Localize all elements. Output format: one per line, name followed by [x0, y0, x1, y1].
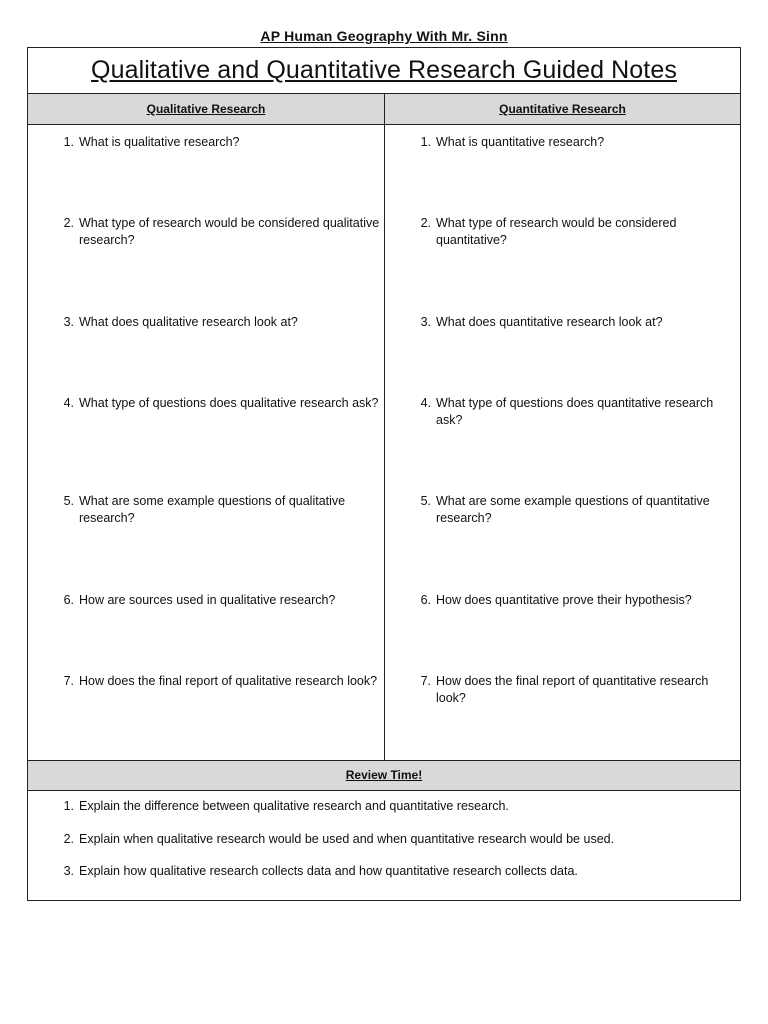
- qualitative-question: [28, 592, 384, 609]
- quantitative-question: [385, 592, 740, 609]
- question-text: Explain the difference between qualitative research and quantitative research.: [79, 799, 509, 813]
- question-number: 5.: [420, 494, 431, 508]
- qualitative-question: [28, 215, 384, 248]
- course-header: AP Human Geography With Mr. Sinn: [260, 28, 508, 44]
- quantitative-question: [385, 673, 740, 706]
- question-number: 2.: [63, 832, 74, 846]
- qualitative-question-list: [28, 125, 384, 760]
- question-number: 4.: [63, 396, 74, 410]
- title-row: [28, 48, 740, 94]
- question-number: 7.: [63, 674, 74, 688]
- question-number: 2.: [63, 216, 74, 230]
- review-heading-label: Review Time!: [345, 768, 423, 782]
- review-question: [28, 863, 740, 880]
- review-heading: [28, 760, 740, 791]
- qualitative-question: [28, 493, 384, 526]
- qualitative-question: [28, 314, 384, 331]
- question-number: 6.: [63, 593, 74, 607]
- question-text: How does the final report of quantitative research look?: [436, 674, 709, 705]
- question-text: What are some example questions of qualitative research?: [79, 494, 346, 525]
- quantitative-question: [385, 134, 740, 151]
- quantitative-question: [385, 314, 740, 331]
- question-number: 5.: [63, 494, 74, 508]
- quantitative-question-list: [385, 125, 740, 760]
- qualitative-question: [28, 395, 384, 412]
- question-number: 3.: [420, 315, 431, 329]
- qualitative-heading: Qualitative Research: [146, 102, 266, 116]
- qualitative-question: [28, 673, 384, 690]
- question-number: 1.: [420, 135, 431, 149]
- quantitative-heading: Quantitative Research: [499, 102, 626, 116]
- question-number: 3.: [63, 864, 74, 878]
- quantitative-question: [385, 215, 740, 248]
- question-number: 2.: [420, 216, 431, 230]
- question-number: 3.: [63, 315, 74, 329]
- question-number: 1.: [63, 135, 74, 149]
- question-text: What does qualitative research look at?: [79, 315, 298, 329]
- question-text: What is quantitative research?: [436, 135, 605, 149]
- page-title: Qualitative and Quantitative Research Guided Notes: [91, 56, 677, 84]
- question-number: 6.: [420, 593, 431, 607]
- review-question: [28, 798, 740, 815]
- question-text: What type of questions does quantitative research ask?: [436, 396, 714, 427]
- question-text: What type of research would be considered quantitative?: [436, 216, 677, 247]
- quantitative-question: [385, 395, 740, 428]
- question-text: What does quantitative research look at?: [436, 315, 663, 329]
- question-text: How are sources used in qualitative research?: [79, 593, 336, 607]
- qualitative-question: [28, 134, 384, 151]
- review-question-list: [28, 791, 740, 901]
- guided-notes-table: [27, 47, 741, 901]
- review-question: [28, 831, 740, 848]
- question-text: What is qualitative research?: [79, 135, 240, 149]
- question-text: What type of questions does qualitative research ask?: [79, 396, 379, 410]
- question-text: How does the final report of qualitative research look?: [79, 674, 378, 688]
- question-number: 1.: [63, 799, 74, 813]
- question-text: Explain how qualitative research collects data and how quantitative research collects data.: [79, 864, 578, 878]
- question-text: What are some example questions of quantitative research?: [436, 494, 710, 525]
- question-number: 4.: [420, 396, 431, 410]
- question-text: What type of research would be considered qualitative research?: [79, 216, 380, 247]
- question-text: Explain when qualitative research would be used and when quantitative research would be used.: [79, 832, 615, 846]
- quantitative-question: [385, 493, 740, 526]
- question-text: How does quantitative prove their hypothesis?: [436, 593, 692, 607]
- question-number: 7.: [420, 674, 431, 688]
